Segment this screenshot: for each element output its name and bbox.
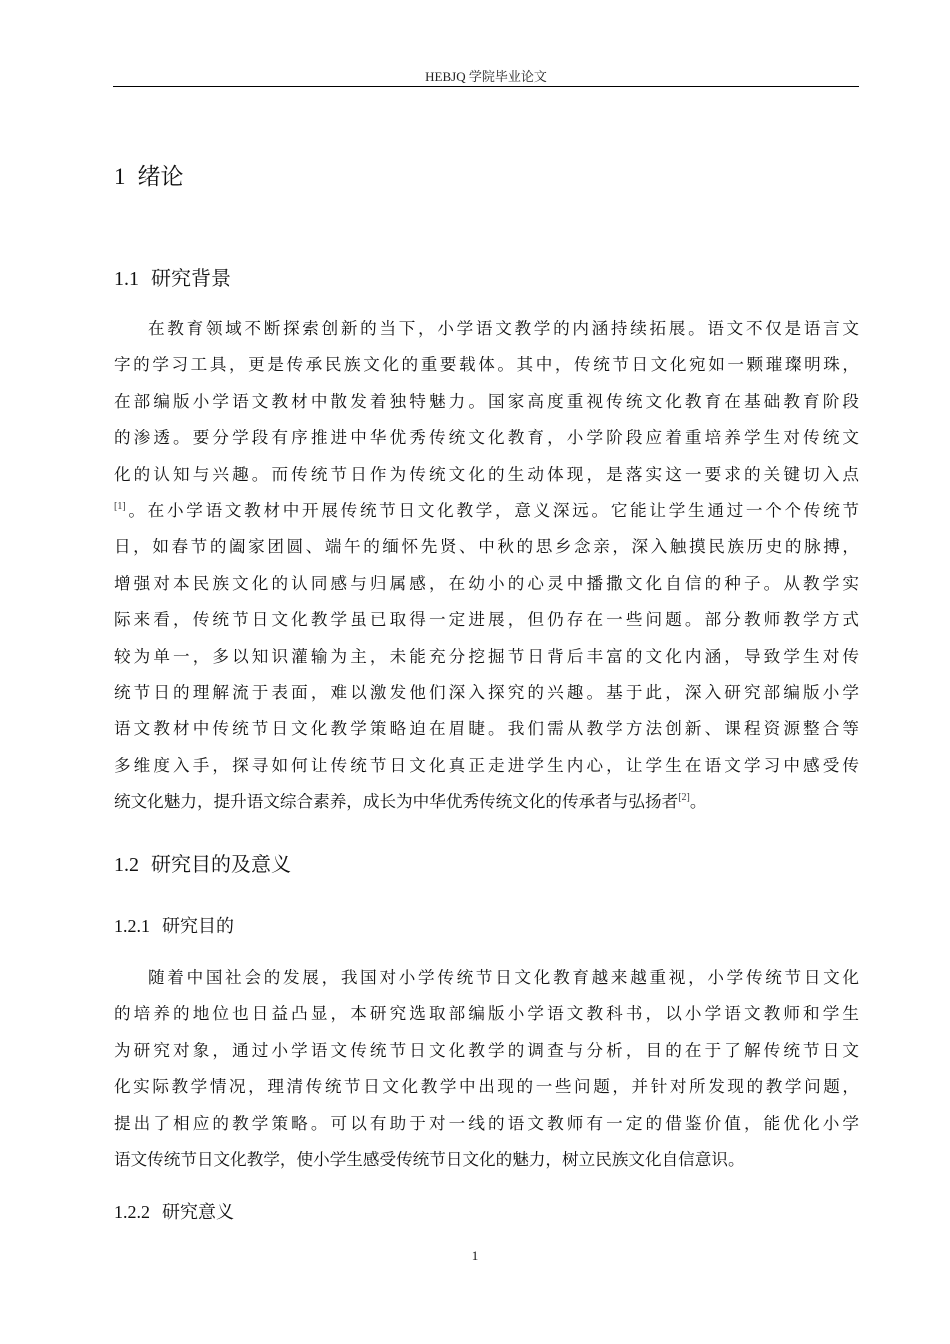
text-line: 化的认知与兴趣。而传统节日作为传统文化的生动体现，是落实这一要求的关键切入点 <box>114 464 859 484</box>
section-number: 1.2 <box>114 854 139 876</box>
running-header: HEBJQ 学院毕业论文 <box>425 69 547 84</box>
subsection-heading-1-2-1 <box>114 912 234 938</box>
section-heading-1-2 <box>114 848 291 877</box>
text-line: 在教育领域不断探索创新的当下，小学语文教学的内涵持续拓展。语文不仅是语言文 <box>148 319 859 338</box>
page-number: 1 <box>471 1248 479 1263</box>
text-line: 语文传统节日文化教学，使小学生感受传统节日文化的魅力，树立民族文化自信意识。 <box>114 1149 745 1169</box>
text-segment: 。 <box>689 792 707 812</box>
text-line: 的渗透。要分学段有序推进中华优秀传统文化教育，小学阶段应着重培养学生对传统文 <box>114 428 859 448</box>
text-line: 提出了相应的教学策略。可以有助于对一线的语文教师有一定的借鉴价值，能优化小学 <box>114 1113 859 1133</box>
subsection-number: 1.2.2 <box>114 1202 150 1222</box>
text-line: 多维度入手，探寻如何让传统节日文化真正走进学生内心，让学生在语文学习中感受传 <box>114 755 859 775</box>
text-line: 化实际教学情况，理清传统节日文化教学中出现的一些问题，并针对所发现的教学问题， <box>114 1077 859 1097</box>
text-segment: 统文化魅力，提升语文综合素养，成长为中华优秀传统文化的传承者与弘扬者 <box>114 792 679 812</box>
text-line: 语文教材中传统节日文化教学策略迫在眉睫。我们需从教学方法创新、课程资源整合等 <box>114 719 859 739</box>
chapter-number: 1 <box>114 164 126 189</box>
section-number: 1.1 <box>114 268 139 290</box>
paragraph-research-background <box>114 311 859 820</box>
chapter-heading <box>114 158 184 191</box>
text-line: 在部编版小学语文教材中散发着独特魅力。国家高度重视传统文化教育在基础教育阶段 <box>114 391 859 411</box>
citation-ref-1: [1] <box>114 500 126 512</box>
section-title: 研究目的及意义 <box>151 852 291 876</box>
text-line: 统节日的理解流于表面，难以激发他们深入探究的兴趣。基于此，深入研究部编版小学 <box>114 682 859 702</box>
header-rule <box>113 86 859 87</box>
text-line: 日，如春节的阖家团圆、端午的缅怀先贤、中秋的思乡念亲，深入触摸民族历史的脉搏， <box>114 537 859 557</box>
text-line: 际来看，传统节日文化教学虽已取得一定进展，但仍存在一些问题。部分教师教学方式 <box>114 610 859 630</box>
text-line: 增强对本民族文化的认同感与归属感，在幼小的心灵中播撒文化自信的种子。从教学实 <box>114 573 859 593</box>
text-line: 较为单一，多以知识灌输为主，未能充分挖掘节日背后丰富的文化内涵，导致学生对传 <box>114 646 859 666</box>
subsection-title: 研究目的 <box>162 916 234 937</box>
text-line: 字的学习工具，更是传承民族文化的重要载体。其中，传统节日文化宛如一颗璀璨明珠， <box>114 355 859 375</box>
chapter-title: 绪论 <box>137 164 184 190</box>
text-line: 的培养的地位也日益凸显，本研究选取部编版小学语文教科书，以小学语文教师和学生 <box>114 1004 859 1024</box>
citation-ref-2: [2] <box>678 792 690 804</box>
text-segment: 。在小学语文教材中开展传统节日文化教学，意义深远。它能让学生通过一个个传统节 <box>125 500 859 520</box>
text-line <box>114 784 859 820</box>
paragraph-research-purpose <box>114 960 859 1178</box>
section-title: 研究背景 <box>151 266 231 290</box>
text-line: 随着中国社会的发展，我国对小学传统节日文化教育越来越重视，小学传统节日文化 <box>148 968 859 987</box>
subsection-heading-1-2-2 <box>114 1198 234 1224</box>
subsection-title: 研究意义 <box>162 1202 234 1223</box>
text-line <box>114 493 859 529</box>
text-line: 为研究对象，通过小学语文传统节日文化教学的调查与分析，目的在于了解传统节日文 <box>114 1040 859 1060</box>
section-heading-1-1 <box>114 262 231 291</box>
subsection-number: 1.2.1 <box>114 916 150 936</box>
